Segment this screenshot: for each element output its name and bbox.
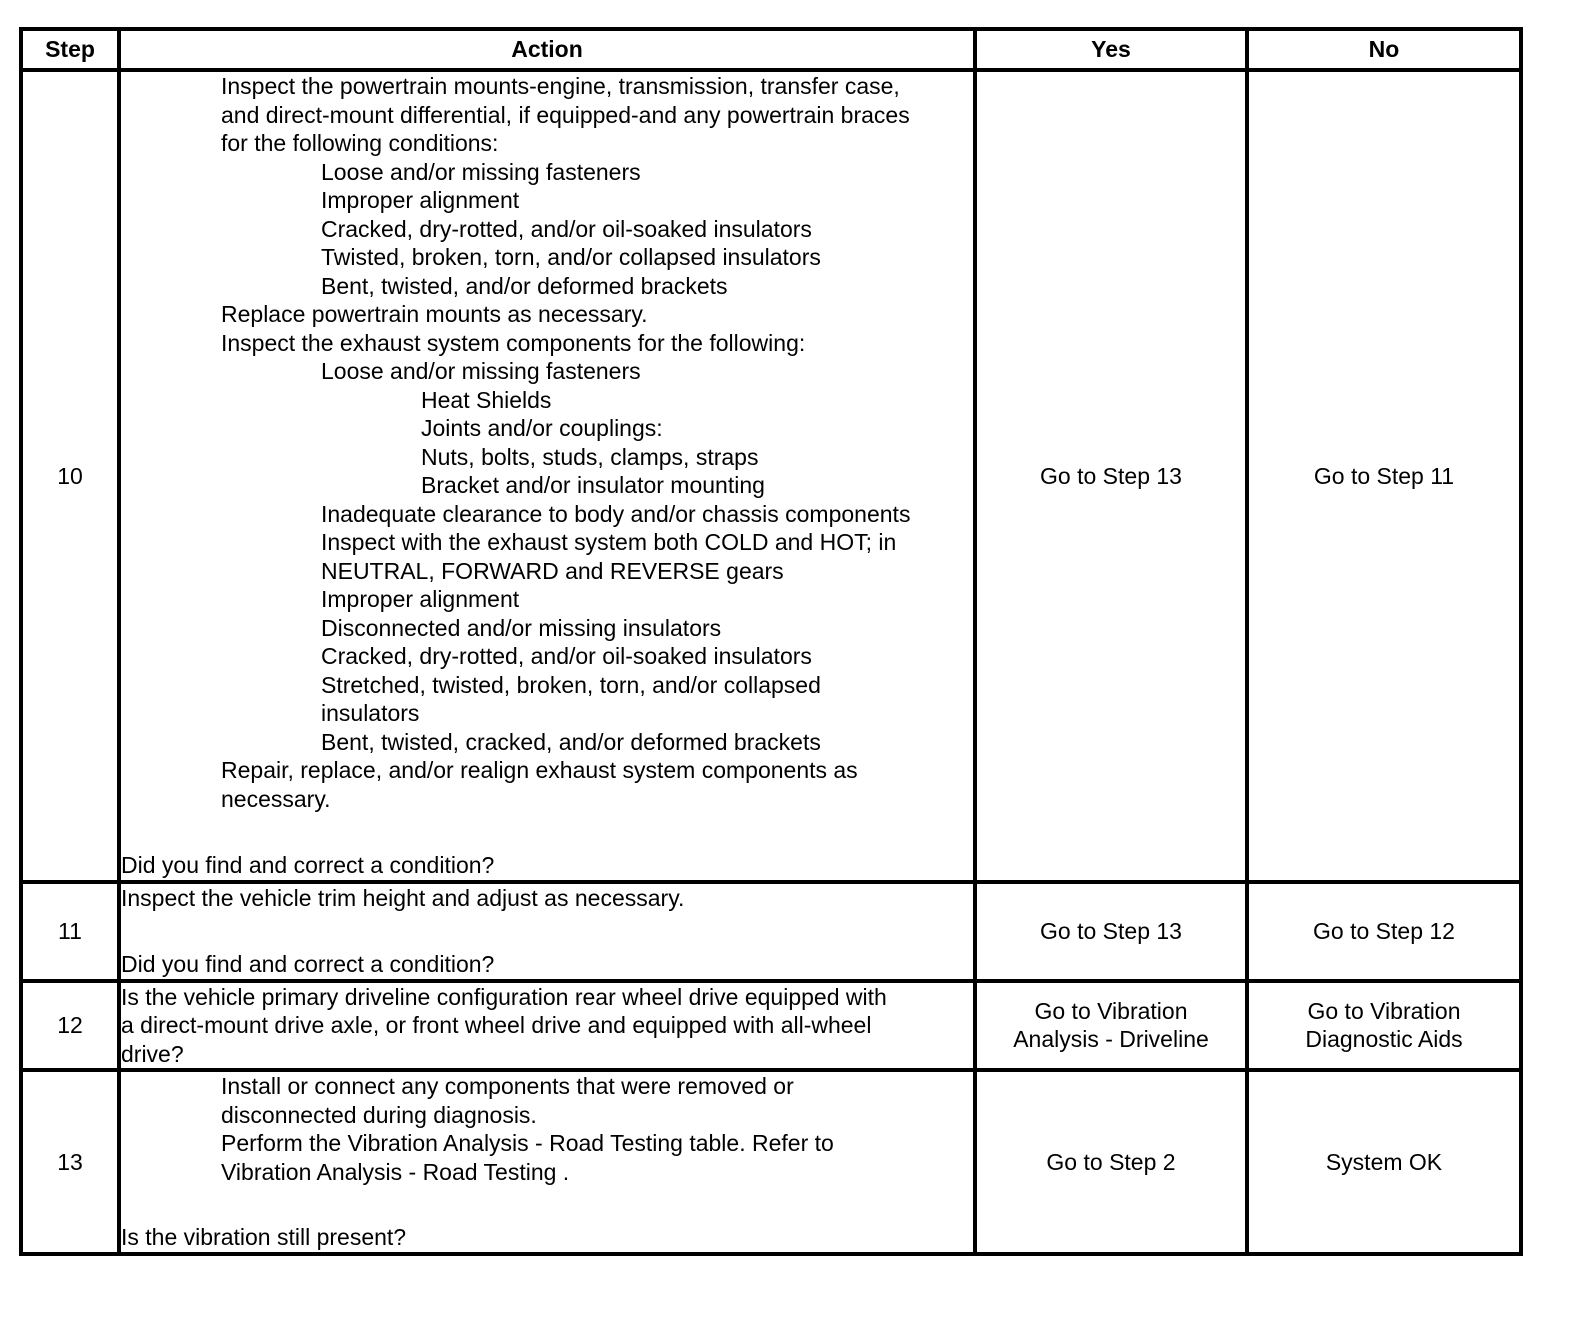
action-line: Inspect with the exhaust system both COLD and HOT; in bbox=[321, 529, 897, 555]
yes-line: Analysis - Driveline bbox=[1013, 1026, 1209, 1053]
action-line: Vibration Analysis - Road Testing . bbox=[221, 1158, 570, 1185]
action-line: Repair, replace, and/or realign exhaust system components as bbox=[221, 757, 858, 783]
action-line: Improper alignment bbox=[321, 187, 520, 213]
yes-cell bbox=[975, 981, 1247, 1071]
action-line: Nuts, bolts, studs, clamps, straps bbox=[421, 443, 759, 470]
action-line: Cracked, dry-rotted, and/or oil-soaked insulators bbox=[321, 643, 812, 669]
table-row-step-13 bbox=[21, 1070, 1521, 1254]
step-number: 12 bbox=[21, 981, 119, 1071]
action-line: Loose and/or missing fasteners bbox=[321, 158, 641, 185]
yes-cell: Go to Step 13 bbox=[975, 882, 1247, 981]
action-line: Bent, twisted, cracked, and/or deformed brackets bbox=[321, 728, 821, 755]
header-step: Step bbox=[21, 29, 119, 70]
diagnostic-table bbox=[19, 27, 1523, 1256]
action-line: Joints and/or couplings: bbox=[421, 415, 663, 441]
action-line: Cracked, dry-rotted, and/or oil-soaked insulators bbox=[321, 215, 812, 242]
action-line: drive? bbox=[121, 1040, 184, 1067]
action-line: insulators bbox=[321, 700, 420, 726]
action-cell bbox=[119, 981, 975, 1071]
action-line: Inspect the powertrain mounts-engine, transmission, transfer case, bbox=[221, 73, 900, 99]
header-no: No bbox=[1247, 29, 1521, 70]
action-line: NEUTRAL, FORWARD and REVERSE gears bbox=[321, 557, 784, 584]
question-text: Is the vibration still present? bbox=[121, 1224, 407, 1250]
action-line: Inspect the exhaust system components for the following: bbox=[221, 329, 806, 356]
table-row-step-10 bbox=[21, 70, 1521, 882]
header-row bbox=[21, 29, 1521, 70]
action-line: Replace powertrain mounts as necessary. bbox=[221, 301, 648, 327]
action-lines bbox=[121, 983, 973, 1069]
no-line: Diagnostic Aids bbox=[1305, 1026, 1463, 1053]
action-line: necessary. bbox=[221, 785, 331, 812]
step-number: 10 bbox=[21, 70, 119, 882]
action-line: Perform the Vibration Analysis - Road Testing table. Refer to bbox=[221, 1130, 834, 1156]
header-yes: Yes bbox=[975, 29, 1247, 70]
action-line: and direct-mount differential, if equipped-and any powertrain braces bbox=[221, 101, 910, 128]
no-line: Go to Vibration bbox=[1307, 997, 1461, 1024]
question-text: Did you find and correct a condition? bbox=[121, 852, 495, 878]
action-cell bbox=[119, 1070, 975, 1254]
question-text: Did you find and correct a condition? bbox=[121, 951, 495, 977]
action-line: Bent, twisted, and/or deformed brackets bbox=[321, 272, 728, 299]
action-line: for the following conditions: bbox=[221, 130, 499, 156]
action-line: Improper alignment bbox=[321, 586, 520, 612]
action-line: Heat Shields bbox=[421, 386, 552, 413]
step-number: 13 bbox=[21, 1070, 119, 1254]
yes-line: Go to Vibration bbox=[1034, 997, 1188, 1024]
action-cell bbox=[119, 882, 975, 981]
action-lines bbox=[121, 884, 973, 913]
yes-cell: Go to Step 13 bbox=[975, 70, 1247, 882]
action-line: a direct-mount drive axle, or front wheel drive and equipped with all-wheel bbox=[121, 1012, 872, 1038]
action-line: disconnected during diagnosis. bbox=[221, 1101, 537, 1128]
action-line: Disconnected and/or missing insulators bbox=[321, 614, 722, 641]
step-number: 11 bbox=[21, 882, 119, 981]
action-line: Is the vehicle primary driveline configuration rear wheel drive equipped with bbox=[121, 983, 887, 1010]
action-line: Loose and/or missing fasteners bbox=[321, 358, 641, 384]
no-cell: System OK bbox=[1247, 1070, 1521, 1254]
action-line: Inspect the vehicle trim height and adjust as necessary. bbox=[121, 884, 685, 911]
table-row-step-11 bbox=[21, 882, 1521, 981]
action-line: Twisted, broken, torn, and/or collapsed insulators bbox=[321, 244, 821, 270]
action-line: Stretched, twisted, broken, torn, and/or collapsed bbox=[321, 671, 821, 698]
header-action: Action bbox=[119, 29, 975, 70]
no-cell: Go to Step 12 bbox=[1247, 882, 1521, 981]
yes-cell: Go to Step 2 bbox=[975, 1070, 1247, 1254]
action-line: Install or connect any components that were removed or bbox=[221, 1073, 794, 1099]
table-row-step-12 bbox=[21, 981, 1521, 1071]
no-cell: Go to Step 11 bbox=[1247, 70, 1521, 882]
action-line: Bracket and/or insulator mounting bbox=[421, 472, 765, 498]
action-lines bbox=[121, 72, 973, 813]
no-cell bbox=[1247, 981, 1521, 1071]
action-cell bbox=[119, 70, 975, 882]
action-line: Inadequate clearance to body and/or chassis components bbox=[321, 500, 911, 527]
action-lines bbox=[121, 1072, 973, 1186]
